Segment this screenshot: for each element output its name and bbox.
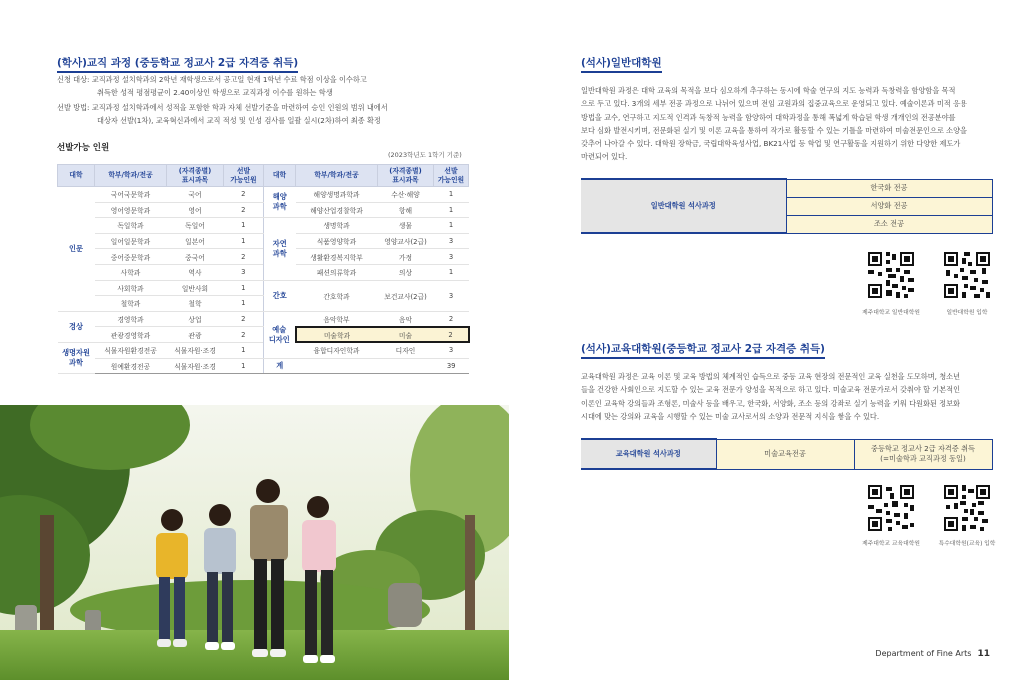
header-dept: 학부/학과/전공: [296, 165, 378, 187]
table-title: 선발가능 인원: [57, 143, 110, 153]
qr-code-icon[interactable]: [866, 483, 916, 533]
footer-department: Department of Fine Arts: [875, 649, 972, 658]
total-count: 39: [296, 358, 469, 374]
grad-school-title: (석사)일반대학원: [581, 55, 662, 70]
table-row: 철학과 철학 1: [58, 296, 469, 312]
table-row: 원예환경전공 식물자원·조경 1 계 39: [58, 358, 469, 374]
highlight-row: 미술학과: [296, 327, 378, 343]
header-dept: 학부/학과/전공: [95, 165, 167, 187]
table-row: 사회학과 일반사회 1 간호 간호학과 보건교사(2급) 3: [58, 280, 469, 296]
cat-humanities: 인문: [58, 187, 95, 312]
students-campus-photo: [0, 405, 509, 680]
edu-school-description: 교육대학원 과정은 교육 이론 및 교육 방법의 체계적인 습득으로 중등 교육 현장의 전문적인 교육 실천을 도모하며, 청소년 들을 건강한 사회인으로 지도할 수 있는 교육 전문가 양성을 목적으로 하고 있다. 미술교육 전문가로서 갖춰야 할 기본적인 이론인 교육학 강의들과 조형론, 미술사 등을 배우고, 한국화, 서양화, 조소 등의 강좌로 실기 능력을 키워 다원화된 정보화 시대에 맞는 강의와 교육을 시행할 수 있는 미술 교사로서의 소양과 전문적 지식을 쌓을 수 있다.: [581, 372, 961, 421]
cat-ocean: 해양 과학: [264, 187, 296, 218]
header-cat: 대학: [58, 165, 95, 187]
cat-business: 경상: [58, 311, 95, 342]
grad-program-label: 일반대학원 석사과정: [581, 179, 786, 233]
qr-caption: 제주대학교 일반대학원: [862, 310, 920, 316]
qr-code-icon[interactable]: [942, 250, 992, 300]
qr-caption: 일반대학원 입학: [946, 310, 988, 316]
qr-caption: 제주대학교 교육대학원: [862, 541, 920, 547]
table-row: 독일학과 독일어 1 자연 과학 생명학과 생물 1: [58, 218, 469, 234]
admission-table: [57, 164, 470, 374]
table-row: 관광경영학과 관광 2 미술학과 미술 2: [58, 327, 469, 343]
header-cat: 대학: [264, 165, 296, 187]
qr-caption: 특수대학원(교육) 입학: [938, 541, 996, 547]
table-row: 생명자원 과학 식물자원환경전공 식물자원·조경 1 융합디자인학과 디자인 3: [58, 342, 469, 358]
edu-major: 미술교육전공: [716, 439, 854, 469]
target-description: 신청 대상: 교직과정 설치학과의 2학년 재학생으로서 공고일 현재 1학년 수료 학점 이상을 이수하고 취득한 성적 평점평균이 2.40이상인 학생으로 교직과정 이수를 원하는 학생: [57, 75, 367, 97]
qr-code-icon[interactable]: [866, 250, 916, 300]
header-subject: (자격종별) 표시과목: [378, 165, 434, 187]
table-row: 일어일문학과 일본어 1 식품영양학과 영양교사(2급) 3: [58, 233, 469, 249]
cat-nursing: 간호: [264, 280, 296, 311]
table-row: 사학과 역사 3 패션의류학과 의상 1: [58, 264, 469, 280]
cat-total: 계: [264, 358, 296, 374]
edu-certificate: 중등학교 정교사 2급 자격증 취득 (=미술학과 교직과정 동일): [854, 439, 992, 469]
method-description: 선발 방법: 교직과정 설치학과에서 성적을 포함한 학과 자체 선발기준을 마련하여 승인 인원의 범위 내에서 대상자 선발(1차), 교육혁신과에서 교직 적성 및 인성 검사를 일괄 실시(2차)하여 최종 확정: [57, 103, 388, 125]
edu-program-table: [581, 438, 993, 470]
table-row: 경상 경영학과 상업 2 예술 디자인 음악학부 음악 2: [58, 311, 469, 327]
grad-program-table: [581, 178, 993, 234]
table-note: (2023학년도 1학기 기준): [388, 151, 462, 159]
table-row: 영어영문학과 영어 2 해양산업경찰학과 항해 1: [58, 202, 469, 218]
header-count: 선발 가능인원: [224, 165, 264, 187]
page-number: 11: [977, 649, 990, 659]
header-subject: (자격종별) 표시과목: [167, 165, 224, 187]
qr-code-icon[interactable]: [942, 483, 992, 533]
page-footer: [875, 649, 990, 659]
cat-natural: 자연 과학: [264, 218, 296, 280]
header-count: 선발 가능인원: [434, 165, 469, 187]
table-header: [58, 165, 469, 187]
edu-school-title: (석사)교육대학원(중등학교 정교사 2급 자격증 취득): [581, 341, 825, 356]
cat-arts: 예술 디자인: [264, 311, 296, 358]
table-row: 중어중문학과 중국어 2 생활환경복지학부 가정 3: [58, 249, 469, 265]
cat-bio: 생명자원 과학: [58, 342, 95, 373]
major-sculpture: 조소 전공: [786, 215, 992, 233]
table-row: 인문 국어국문학과 국어 2 해양 과학 해양생명과학과 수산·해양 1: [58, 187, 469, 203]
edu-program-label: 교육대학원 석사과정: [581, 439, 716, 469]
grad-school-description: 일반대학원 과정은 대학 교육의 목적을 보다 심오하게 추구하는 동시에 학술 연구의 지도 능력과 독창력을 함양함을 목적 으로 두고 있다. 3개의 세부 전공 과정으로 나뉘어 있으며 전임 교원과의 집중교육으로 운영되고 있다. 예술이론과 미적 응용 방법을 교수, 연구하고 지도적 인격과 독창적 능력을 함양하여 대학과정을 통해 폭넓게 학습된 학생 개개인의 전공분야를 보다 심화 발전시키며, 전문화된 실기 및 이론 교육을 통하여 작가로 활동할 수 있는 기틀을 마련하여 미술전문인으로 소양을 갖추어 나아갈 수 있다. 대학원 장학금, 국립대학육성사업, BK21사업 등 학업 및 연구활동을 지원하기 위한 다양한 제도가 마련되어 있다.: [581, 86, 968, 162]
major-western-painting: 서양화 전공: [786, 197, 992, 215]
teacher-course-title: (학사)교직 과정 (중등학교 정교사 2급 자격증 취득): [57, 55, 298, 70]
major-korean-painting: 한국화 전공: [786, 179, 992, 197]
